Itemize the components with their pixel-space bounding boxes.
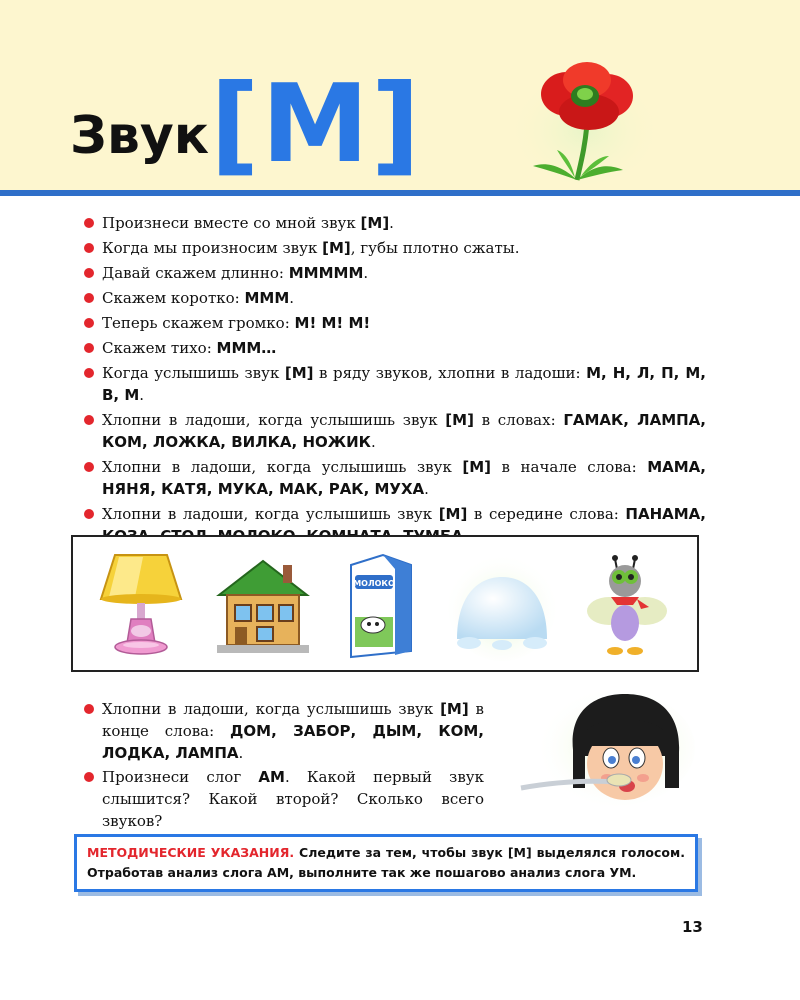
plain-text: Хлопни в ладоши, когда услышишь звук: [102, 411, 446, 429]
list-item: [84, 237, 706, 259]
plain-text: .: [370, 433, 376, 451]
picture-strip: [71, 535, 699, 672]
milk-carton-label: МОЛОКО: [353, 579, 395, 588]
plain-text: Когда услышишь звук: [102, 364, 285, 382]
note-text: Следите за тем, чтобы звук [М] выделялся голосом. Отработав анализ слога АМ, выполните так же пошагово анализ слога УМ.: [87, 845, 685, 880]
bold-term: ПАНАМА,: [625, 505, 706, 523]
bold-term: М, Н, Л, П, М, В, М: [102, 364, 706, 404]
list-item: [84, 362, 706, 406]
bold-term: [М]: [322, 239, 351, 257]
list-item: [84, 766, 484, 832]
instruction-list: [84, 212, 706, 550]
bold-term: [М]: [445, 411, 474, 429]
bold-term: [М]: [360, 214, 390, 232]
page-title: Звук: [70, 106, 210, 166]
plain-text: Скажем тихо:: [102, 339, 217, 357]
bold-term: МММ…: [216, 339, 277, 357]
bold-term: ДОМ, ЗАБОР, ДЫМ, КОМ, ЛОДКА, ЛАМПА: [102, 722, 484, 762]
snow-mound-icon: [447, 547, 557, 662]
house-icon: [213, 547, 313, 662]
plain-text: Хлопни в ладоши, когда услышишь звук: [102, 505, 439, 523]
plain-text: в конце слова:: [102, 700, 484, 740]
plain-text: в начале слова:: [491, 458, 648, 476]
plain-text: Хлопни в ладоши, когда услышишь звук: [102, 458, 463, 476]
bold-term: [М]: [438, 505, 468, 523]
bold-term: ГАМАК, ЛАМПА, КОМ, ЛОЖКА, ВИЛКА, НОЖИК: [102, 411, 706, 451]
bold-term: [М]: [440, 700, 469, 718]
instruction-list-2: [84, 698, 484, 834]
plain-text: . Какой первый звук слышится? Какой второй? Сколько всего звуков?: [102, 768, 484, 830]
plain-text: Теперь скажем громко:: [102, 314, 295, 332]
girl-with-spoon-icon: [515, 690, 695, 808]
plain-text: в словах:: [473, 411, 564, 429]
bold-term: МАМА, НЯНЯ, КАТЯ, МУКА, МАК, РАК, МУХА: [102, 458, 706, 498]
bold-term: МММ: [244, 289, 290, 307]
milk-carton-icon: [335, 547, 427, 662]
list-item: [84, 287, 706, 309]
plain-text: .: [389, 214, 394, 232]
plain-text: Хлопни в ладоши, когда услышишь звук: [102, 700, 441, 718]
bold-term: [М]: [462, 458, 492, 476]
fly-icon: [579, 547, 675, 662]
bold-term: М! М! М!: [294, 314, 371, 332]
list-item: [84, 409, 706, 453]
plain-text: .: [238, 744, 244, 762]
plain-text: , губы плотно сжаты.: [350, 239, 520, 257]
page-title-letter: [М]: [210, 62, 423, 187]
page-number: 13: [682, 918, 703, 936]
poppy-flower-icon: [505, 52, 665, 187]
header-rule: [0, 190, 800, 196]
plain-text: .: [363, 264, 369, 282]
plain-text: .: [424, 480, 429, 498]
list-item: [84, 312, 706, 334]
plain-text: Произнеси вместе со мной звук: [102, 214, 361, 232]
plain-text: Давай скажем длинно:: [102, 264, 289, 282]
lamp-icon: [95, 547, 187, 662]
list-item: [84, 262, 706, 284]
methodical-note: [74, 834, 698, 892]
bold-term: МММММ: [288, 264, 364, 282]
plain-text: .: [139, 386, 145, 404]
plain-text: .: [289, 289, 295, 307]
plain-text: в ряду звуков, хлопни в ладоши:: [313, 364, 587, 382]
plain-text: в середине слова:: [467, 505, 626, 523]
bold-term: АМ: [258, 768, 285, 786]
list-item: [84, 698, 484, 764]
note-heading: МЕТОДИЧЕСКИЕ УКАЗАНИЯ.: [87, 845, 295, 860]
list-item: [84, 456, 706, 500]
list-item: [84, 212, 706, 234]
plain-text: Скажем коротко:: [102, 289, 245, 307]
plain-text: Когда мы произносим звук: [102, 239, 323, 257]
list-item: [84, 337, 706, 359]
plain-text: Произнеси слог: [102, 768, 259, 786]
bold-term: [М]: [284, 364, 314, 382]
